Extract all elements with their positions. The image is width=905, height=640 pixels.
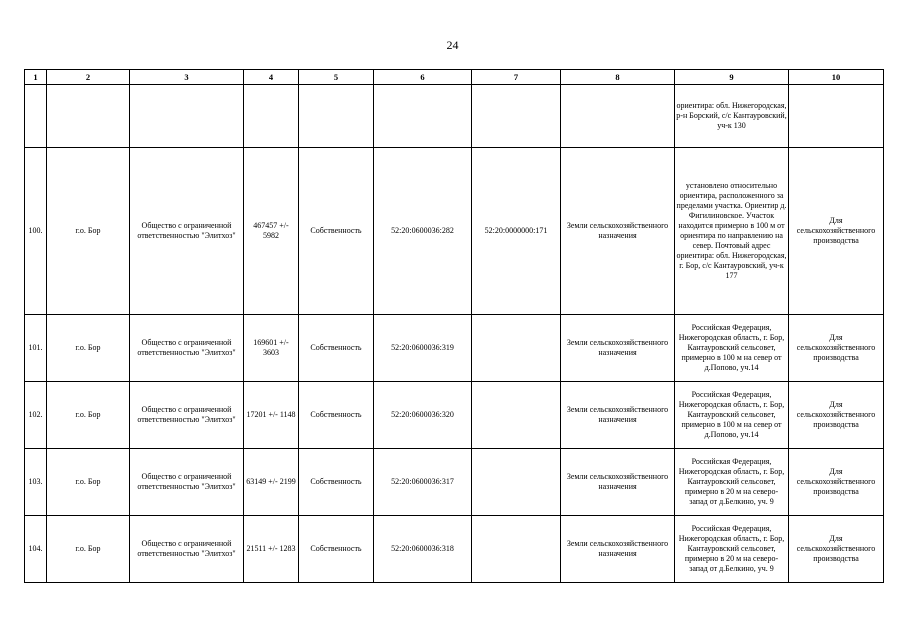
land-category-cell: Земли сельскохозяйственного назначения bbox=[561, 148, 675, 315]
right-type-cell: Собственность bbox=[299, 449, 374, 516]
location-cell: Российская Федерация, Нижегородская область, г. Бор, Кантауровский сельсовет, примерно в 100 м на север от д.Попово, уч.14 bbox=[675, 382, 789, 449]
right-type-cell: Собственность bbox=[299, 516, 374, 583]
empty-cell bbox=[244, 85, 299, 148]
parent-cadastral-cell bbox=[472, 315, 561, 382]
empty-cell bbox=[130, 85, 244, 148]
owner-cell: Общество с ограниченной ответственностью "Элитхоз" bbox=[130, 148, 244, 315]
district-cell: г.о. Бор bbox=[47, 382, 130, 449]
area-cell: 21511 +/- 1283 bbox=[244, 516, 299, 583]
column-header: 9 bbox=[675, 70, 789, 85]
parent-cadastral-cell bbox=[472, 449, 561, 516]
cadastral-number-cell: 52:20:0600036:320 bbox=[374, 382, 472, 449]
row-number: 103. bbox=[25, 449, 47, 516]
empty-cell bbox=[561, 85, 675, 148]
cadastral-number-cell: 52:20:0600036:317 bbox=[374, 449, 472, 516]
land-category-cell: Земли сельскохозяйственного назначения bbox=[561, 516, 675, 583]
column-header: 6 bbox=[374, 70, 472, 85]
table-row bbox=[25, 148, 884, 315]
usage-cell: Для сельскохозяйственного производства bbox=[789, 315, 884, 382]
empty-cell bbox=[472, 85, 561, 148]
column-header: 8 bbox=[561, 70, 675, 85]
header-row bbox=[25, 70, 884, 85]
land-category-cell: Земли сельскохозяйственного назначения bbox=[561, 315, 675, 382]
area-cell: 63149 +/- 2199 bbox=[244, 449, 299, 516]
column-header: 3 bbox=[130, 70, 244, 85]
row-number: 101. bbox=[25, 315, 47, 382]
right-type-cell: Собственность bbox=[299, 382, 374, 449]
empty-cell bbox=[25, 85, 47, 148]
location-cell: Российская Федерация, Нижегородская область, г. Бор, Кантауровский сельсовет, примерно в 100 м на север от д.Попово, уч.14 bbox=[675, 315, 789, 382]
right-type-cell: Собственность bbox=[299, 315, 374, 382]
row-number: 104. bbox=[25, 516, 47, 583]
owner-cell: Общество с ограниченной ответственностью "Элитхоз" bbox=[130, 449, 244, 516]
district-cell: г.о. Бор bbox=[47, 148, 130, 315]
row-number: 100. bbox=[25, 148, 47, 315]
usage-cell: Для сельскохозяйственного производства bbox=[789, 148, 884, 315]
area-cell: 17201 +/- 1148 bbox=[244, 382, 299, 449]
page-number: 24 bbox=[446, 38, 459, 52]
column-header: 5 bbox=[299, 70, 374, 85]
column-header: 2 bbox=[47, 70, 130, 85]
area-cell: 467457 +/- 5982 bbox=[244, 148, 299, 315]
owner-cell: Общество с ограниченной ответственностью "Элитхоз" bbox=[130, 516, 244, 583]
parent-cadastral-cell bbox=[472, 382, 561, 449]
column-header: 10 bbox=[789, 70, 884, 85]
empty-cell bbox=[789, 85, 884, 148]
land-registry-table bbox=[24, 69, 884, 583]
area-cell: 169601 +/- 3603 bbox=[244, 315, 299, 382]
owner-cell: Общество с ограниченной ответственностью "Элитхоз" bbox=[130, 315, 244, 382]
location-cell: установлено относительно ориентира, расположенного за пределами участка. Ориентир д. Фигилиновское. Участок находится примерно в 100 м от ориентира по направлению на север. Почтовый адрес ориентира: обл. Нижегородская, г. Бор, с/с Кантауровский, уч-к 177 bbox=[675, 148, 789, 315]
table-row bbox=[25, 315, 884, 382]
cadastral-number-cell: 52:20:0600036:318 bbox=[374, 516, 472, 583]
empty-cell bbox=[374, 85, 472, 148]
land-category-cell: Земли сельскохозяйственного назначения bbox=[561, 449, 675, 516]
column-header: 1 bbox=[25, 70, 47, 85]
district-cell: г.о. Бор bbox=[47, 516, 130, 583]
usage-cell: Для сельскохозяйственного производства bbox=[789, 382, 884, 449]
cadastral-number-cell: 52:20:0600036:319 bbox=[374, 315, 472, 382]
location-cell: Российская Федерация, Нижегородская область, г. Бор, Кантауровский сельсовет, примерно в 20 м на северо-запад от д.Белкино, уч. 9 bbox=[675, 516, 789, 583]
table-row bbox=[25, 516, 884, 583]
cadastral-number-cell: 52:20:0600036:282 bbox=[374, 148, 472, 315]
parent-cadastral-cell: 52:20:0000000:171 bbox=[472, 148, 561, 315]
usage-cell: Для сельскохозяйственного производства bbox=[789, 449, 884, 516]
column-header: 4 bbox=[244, 70, 299, 85]
location-cell: Российская Федерация, Нижегородская область, г. Бор, Кантауровский сельсовет, примерно в 20 м на северо-запад от д.Белкино, уч. 9 bbox=[675, 449, 789, 516]
district-cell: г.о. Бор bbox=[47, 449, 130, 516]
land-category-cell: Земли сельскохозяйственного назначения bbox=[561, 382, 675, 449]
usage-cell: Для сельскохозяйственного производства bbox=[789, 516, 884, 583]
parent-cadastral-cell bbox=[472, 516, 561, 583]
owner-cell: Общество с ограниченной ответственностью "Элитхоз" bbox=[130, 382, 244, 449]
empty-cell bbox=[299, 85, 374, 148]
column-header: 7 bbox=[472, 70, 561, 85]
continuation-row bbox=[25, 85, 884, 148]
empty-cell bbox=[47, 85, 130, 148]
location-cell: ориентира: обл. Нижегородская, р-н Борский, с/с Кантауровский, уч-к 130 bbox=[675, 85, 789, 148]
right-type-cell: Собственность bbox=[299, 148, 374, 315]
district-cell: г.о. Бор bbox=[47, 315, 130, 382]
row-number: 102. bbox=[25, 382, 47, 449]
table-row bbox=[25, 382, 884, 449]
table-row bbox=[25, 449, 884, 516]
